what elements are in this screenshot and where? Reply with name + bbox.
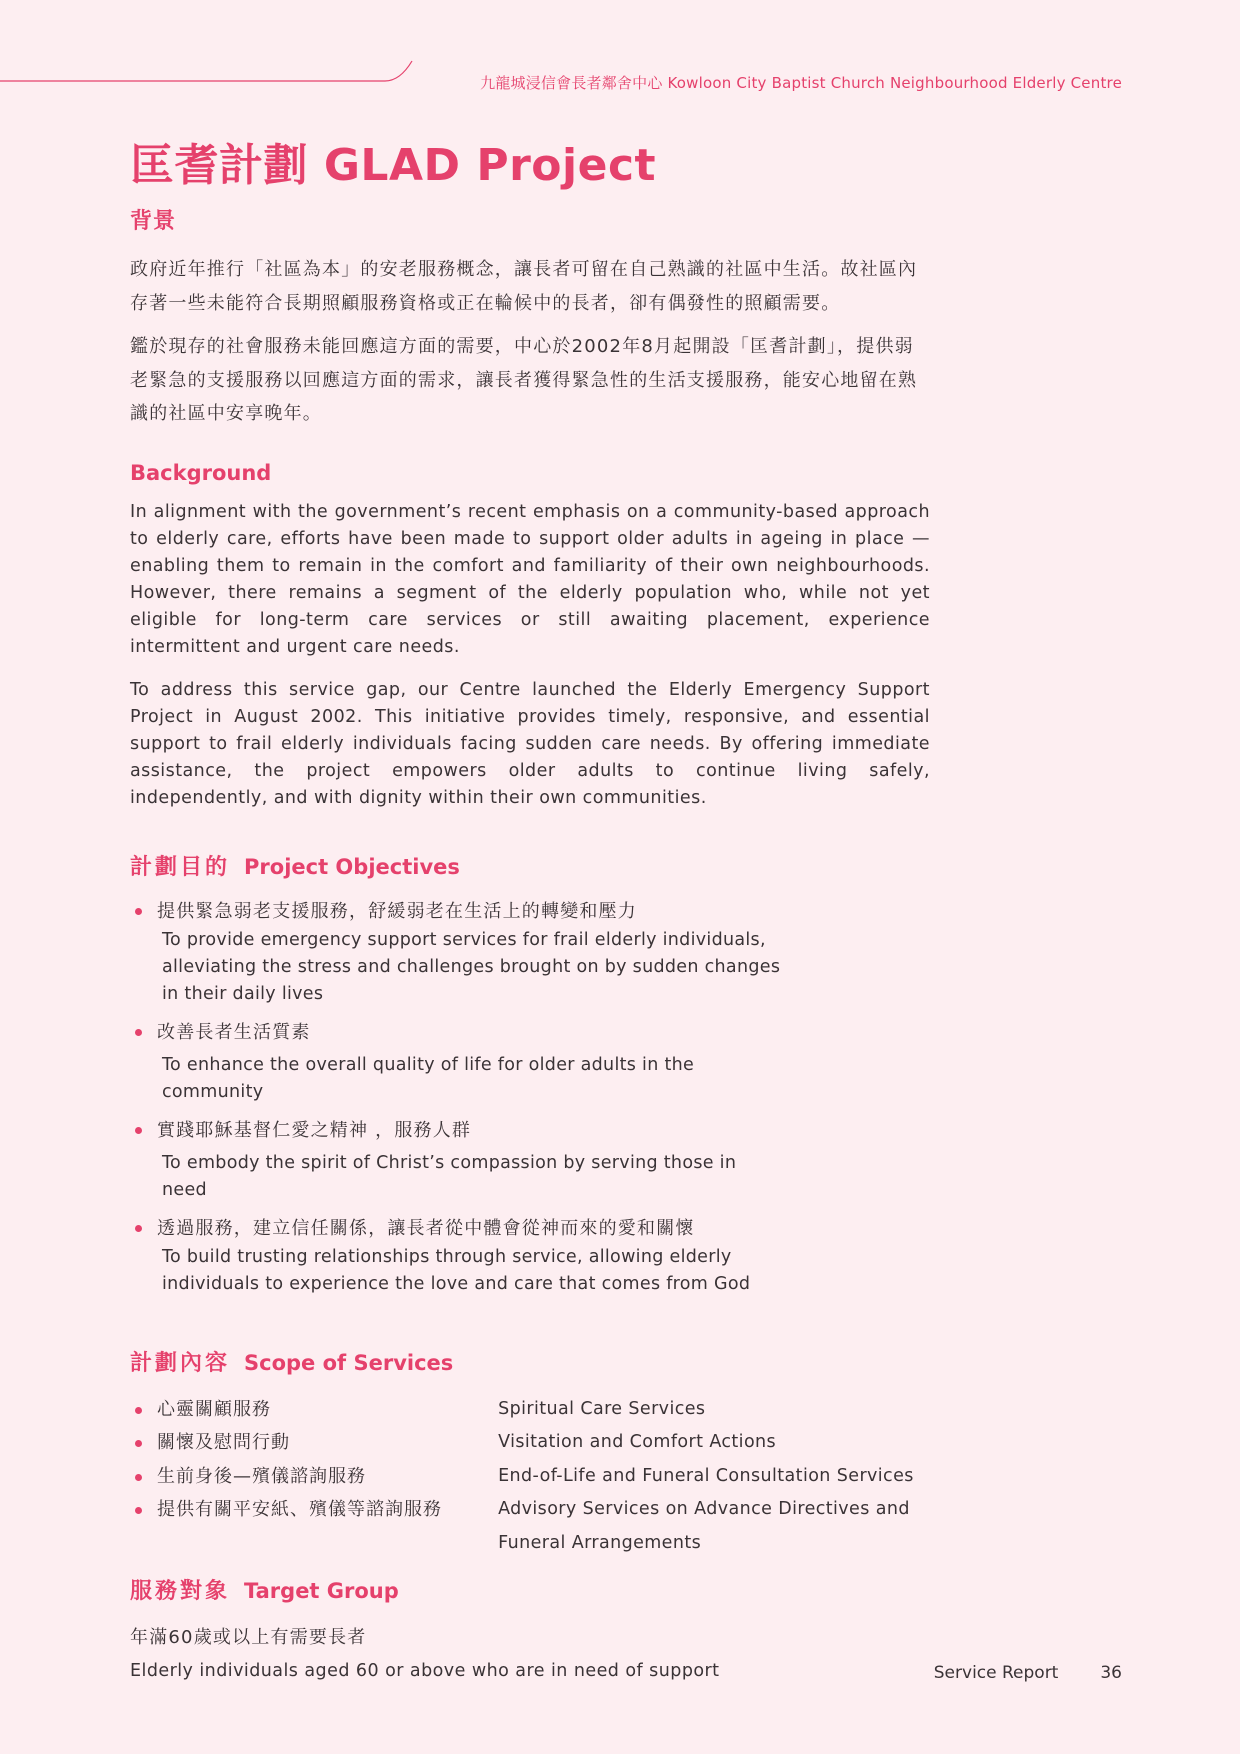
scope-list-zh — [130, 1393, 498, 1561]
list-item: 心靈關顧服務 — [130, 1393, 498, 1427]
objective-zh: 實踐耶穌基督仁愛之精神 ，服務人群 — [157, 1119, 472, 1141]
background-zh-paragraph-2: 鑑於現存的社會服務未能回應這方面的需要，中心於2002年8月起開設「匡耆計劃」，提供弱老緊急的支援服務以回應這方面的需求，讓長者獲得緊急性的生活支援服務，能安心地留在熟識的社區中安享晚年。 — [130, 336, 918, 424]
list-item: 關懷及慰問行動 — [130, 1426, 498, 1460]
scope-heading-zh: 計劃內容 — [130, 1350, 231, 1376]
scope-heading — [130, 1346, 930, 1377]
objective-en: To embody the spirit of Christ’s compassion by serving those in need — [162, 1152, 737, 1200]
objective-en: To provide emergency support services for frail elderly individuals, alleviating the stress and challenges brought on by sudden changes in their daily lives — [162, 929, 781, 1004]
list-item: 提供有關平安紙、殯儀等諮詢服務 — [130, 1493, 498, 1527]
target-en: Elderly individuals aged 60 or above who are in need of support — [130, 1660, 720, 1681]
scope-list-en — [498, 1393, 930, 1561]
objective-zh: 透過服務，建立信任關係，讓長者從中體會從神而來的愛和關懷 — [157, 1217, 695, 1239]
target-heading-en: Target Group — [244, 1579, 399, 1603]
scope-list — [130, 1393, 930, 1561]
list-item — [130, 1214, 930, 1298]
header-decorative-line — [0, 56, 420, 86]
list-item: 生前身後—殯儀諮詢服務 — [130, 1460, 498, 1494]
list-item — [130, 1018, 930, 1106]
target-heading — [130, 1574, 930, 1605]
objective-zh: 改善長者生活質素 — [157, 1021, 311, 1043]
target-zh: 年滿60歲或以上有需要長者 — [130, 1627, 367, 1648]
background-en-paragraph-2: To address this service gap, our Centre launched the Elderly Emergency Support Project in August 2002. This initiative provides timely, responsive, and essential support to frail elderly individuals facing sudden care needs. By offering immediate assistance, the project empowers older adults to continue living safely, independently, and with dignity within their own communities. — [130, 679, 930, 808]
page-footer — [934, 1663, 1122, 1683]
page-title: 匡耆計劃 GLAD Project — [130, 140, 657, 191]
list-item: Spiritual Care Services — [498, 1398, 706, 1419]
objective-zh: 提供緊急弱老支援服務，舒緩弱老在生活上的轉變和壓力 — [157, 900, 637, 922]
list-item — [130, 1116, 930, 1204]
header-organization: 九龍城浸信會長者鄰舍中心 Kowloon City Baptist Church Neighbourhood Elderly Centre — [480, 74, 1122, 92]
background-heading-zh: 背景 — [130, 209, 177, 234]
background-heading-en: Background — [130, 460, 272, 485]
objectives-heading-zh: 計劃目的 — [130, 854, 231, 880]
objectives-heading — [130, 850, 930, 881]
page-content — [130, 138, 930, 1688]
background-en-paragraph-1: In alignment with the government’s recent emphasis on a community-based approach to elderly care, efforts have been made to support older adults in ageing in place — enabling them to remain in the comfort and familiarity of their own neighbourhoods. However, there remains a segment of the elderly population who, while not yet eligible for long-term care services or still awaiting placement, experience intermittent and urgent care needs. — [130, 501, 930, 657]
footer-label: Service Report — [933, 1663, 1059, 1683]
objective-en: To enhance the overall quality of life for older adults in the community — [162, 1054, 695, 1102]
list-item: End-of-Life and Funeral Consultation Services — [498, 1465, 914, 1486]
scope-heading-en: Scope of Services — [244, 1350, 454, 1375]
target-heading-zh: 服務對象 — [130, 1579, 231, 1604]
list-item: Visitation and Comfort Actions — [498, 1432, 777, 1452]
list-item — [130, 897, 930, 1008]
objectives-list — [130, 897, 930, 1298]
list-item: Advisory Services on Advance Directives and Funeral Arrangements — [498, 1499, 910, 1553]
objective-en: To build trusting relationships through service, allowing elderly individuals to experience the love and care that comes from God — [162, 1246, 751, 1294]
background-zh-paragraph-1: 政府近年推行「社區為本」的安老服務概念，讓長者可留在自己熟識的社區中生活。故社區內存著一些未能符合長期照顧服務資格或正在輪候中的長者，卻有偶發性的照顧需要。 — [130, 259, 918, 314]
page-number: 36 — [1100, 1663, 1122, 1683]
objectives-heading-en: Project Objectives — [244, 854, 460, 879]
